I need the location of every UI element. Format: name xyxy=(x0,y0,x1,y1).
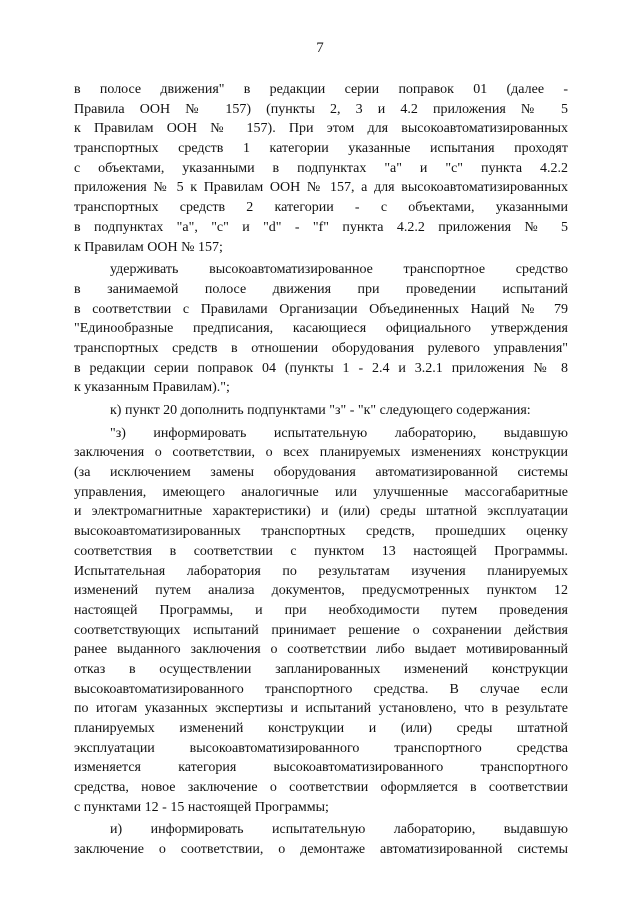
text-line: в подпунктах "а", "с" и "d" - "f" пункта 4.2.2 приложения № 5 xyxy=(74,219,568,235)
text-line: отказ в осуществлении запланированных изменений конструкции xyxy=(74,661,568,677)
text-line: соответствующих испытаний принимает решение о сохранении действия xyxy=(74,622,568,638)
text-line: управления, имеющего аналогичные или улучшенные массогабаритные xyxy=(74,484,568,500)
paragraph xyxy=(74,820,568,859)
text-line: по итогам указанных экспертизы и испытаний установлено, что в результате xyxy=(74,701,568,717)
text-line: удерживать высокоавтоматизированное транспортное средство xyxy=(110,262,568,278)
text-line: с пунктами 12 - 15 настоящей Программы; xyxy=(74,799,329,815)
text-line: транспортных средств 2 категории - с объектами, указанными xyxy=(74,200,568,216)
document-body xyxy=(74,80,568,860)
text-line: изменений путем анализа документов, предусмотренных пунктом 12 xyxy=(74,583,568,599)
text-line: "з) информировать испытательную лабораторию, выдавшую xyxy=(110,425,568,441)
text-line: высокоавтоматизированных транспортных средств, прошедших оценку xyxy=(74,524,568,540)
text-line: эксплуатации высокоавтоматизированного транспортного средства xyxy=(74,740,568,756)
text-line: в соответствии с Правилами Организации Объединенных Наций № 79 xyxy=(74,301,568,317)
text-line: средства, новое заключение о соответствии оформляется в соответствии xyxy=(74,780,568,796)
text-line: приложения № 5 к Правилам ООН № 157, а для высокоавтоматизированных xyxy=(74,180,568,196)
text-line: к) пункт 20 дополнить подпунктами "з" - "к" следующего содержания: xyxy=(110,403,531,418)
text-line: заключения о соответствии, о всех планируемых изменениях конструкции xyxy=(74,445,568,461)
text-line: с объектами, указанными в подпунктах "а" и "с" пункта 4.2.2 xyxy=(74,160,568,176)
text-line: к Правилам ООН № 157). При этом для высокоавтоматизированных xyxy=(74,121,568,137)
text-line: Правила ООН № 157) (пункты 2, 3 и 4.2 приложения № 5 xyxy=(74,101,568,117)
text-line: и электромагнитные характеристики) и (или) среды штатной эксплуатации xyxy=(74,504,568,520)
text-line: в занимаемой полосе движения при проведении испытаний xyxy=(74,281,568,297)
text-line: ранее выданного заключения о соответствии либо выдает мотивированный xyxy=(74,642,568,658)
text-line: и) информировать испытательную лабораторию, выдавшую xyxy=(110,822,568,838)
text-line: планируемых изменений конструкции и (или) среды штатной xyxy=(74,721,568,736)
text-line: транспортных средств в отношении оборудования рулевого управления" xyxy=(74,340,568,356)
text-line: Испытательная лаборатория по результатам изучения планируемых xyxy=(74,563,568,579)
text-line: высокоавтоматизированного транспортного средства. В случае если xyxy=(74,681,568,697)
text-line: к указанным Правилам)."; xyxy=(74,380,230,396)
text-line: в полосе движения" в редакции серии поправок 01 (далее - xyxy=(74,82,568,97)
text-line: "Единообразные предписания, касающиеся официального утверждения xyxy=(74,321,568,337)
paragraph xyxy=(74,260,568,398)
text-line: настоящей Программы, и при необходимости путем проведения xyxy=(74,602,568,618)
text-line: соответствия в соответствии с пунктом 13 настоящей Программы. xyxy=(74,543,568,559)
paragraph xyxy=(74,424,568,818)
text-line: (за исключением замены оборудования автоматизированной системы xyxy=(74,465,568,481)
text-line: заключение о соответствии, о демонтаже автоматизированной системы xyxy=(74,842,568,858)
text-line: изменяется категория высокоавтоматизированного транспортного xyxy=(74,760,568,776)
text-line: в редакции серии поправок 04 (пункты 1 - 2.4 и 3.2.1 приложения № 8 xyxy=(74,360,568,376)
text-line: транспортных средств 1 категории указанные испытания проходят xyxy=(74,141,568,157)
page-number: 7 xyxy=(316,40,324,56)
paragraph xyxy=(74,80,568,257)
paragraph xyxy=(74,401,568,421)
text-line: к Правилам ООН № 157; xyxy=(74,239,223,255)
